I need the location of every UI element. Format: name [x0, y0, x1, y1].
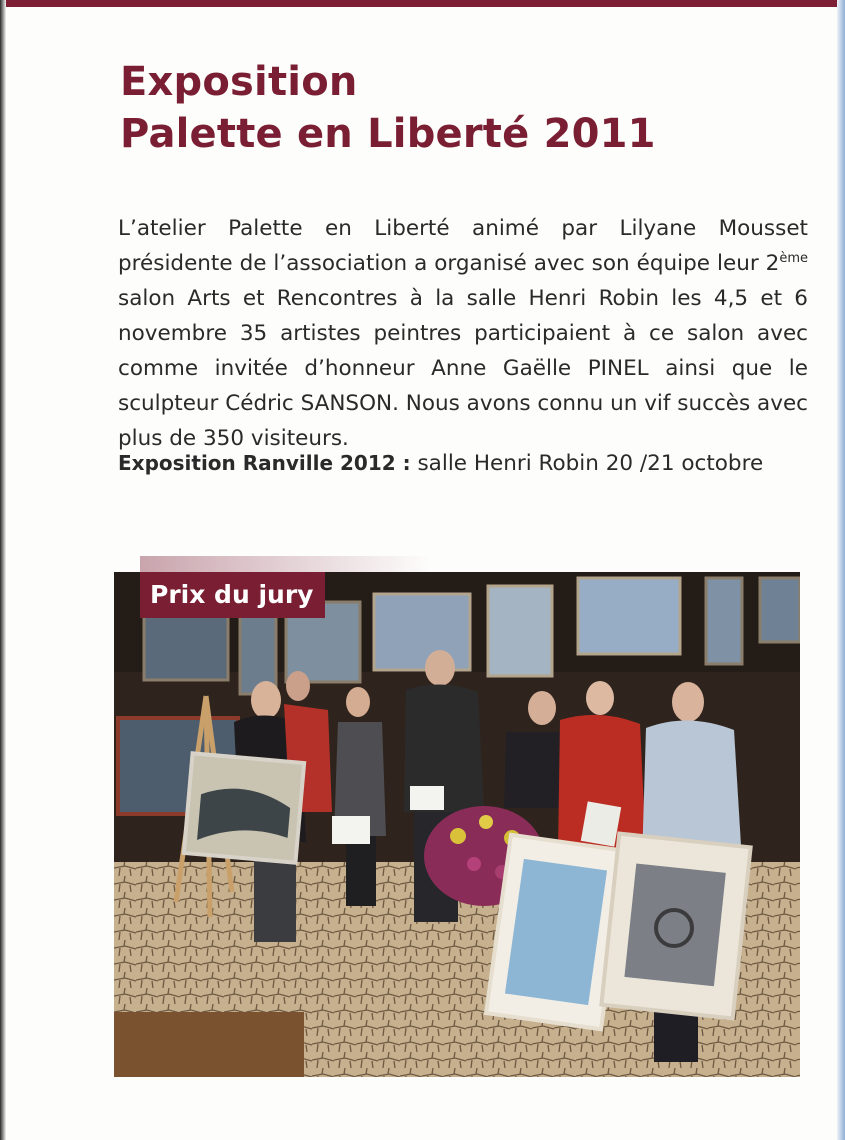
next-exhibition-details: salle Henri Robin 20 /21 octobre — [410, 451, 764, 476]
caption-ribbon-shadow — [140, 556, 430, 572]
next-exhibition-label: Exposition Ranville 2012 : — [118, 451, 411, 475]
top-accent-bar — [0, 0, 845, 7]
photo-caption: Prix du jury — [140, 572, 325, 618]
article-paragraph — [118, 211, 808, 456]
title-line-2: Palette en Liberté 2011 — [120, 111, 656, 157]
page-left-edge — [0, 0, 6, 1140]
page-right-edge — [837, 0, 845, 1140]
ordinal-superscript: ème — [779, 250, 808, 266]
next-exhibition-line — [118, 446, 763, 481]
article-title — [120, 56, 656, 160]
title-line-1: Exposition — [120, 59, 358, 105]
body-part-1: L’atelier Palette en Liberté animé par Lilyane Mousset présidente de l’association a organisé avec son équipe leur 2 — [118, 216, 808, 276]
event-photo — [114, 572, 800, 1077]
body-part-2: salon Arts et Rencontres à la salle Henri Robin les 4,5 et 6 novembre 35 artistes peintres participaient à ce salon avec comme invitée d’honneur Anne Gaëlle PINEL ainsi que le sculpteur Cédric SANSON. Nous avons connu un vif succès avec plus de 350 visiteurs. — [118, 286, 808, 451]
photo-award-group-icon — [114, 572, 800, 1077]
article-body — [118, 211, 808, 456]
